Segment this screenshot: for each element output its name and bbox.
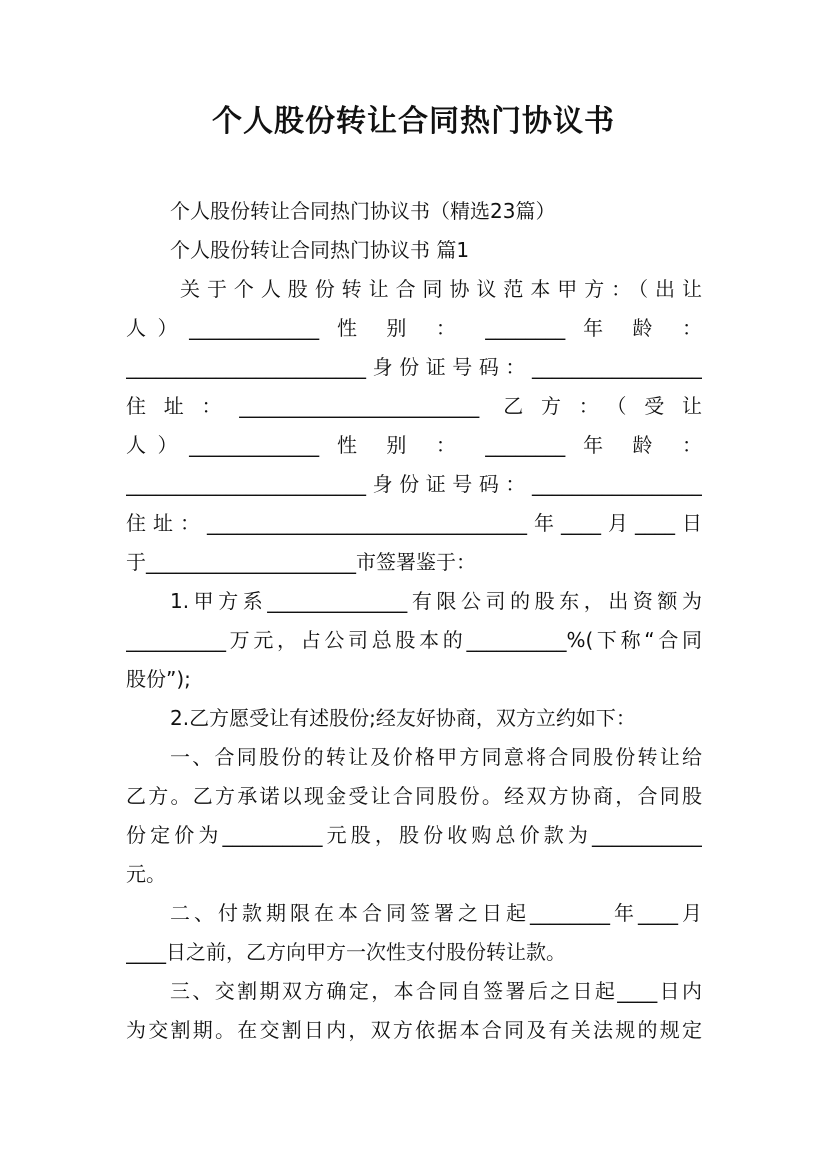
document-title: 个人股份转让合同热门协议书 — [212, 104, 615, 139]
text-line: __________万元，占公司总股本的__________%(下称“合同 — [126, 628, 702, 652]
text-line: 关于个人股份转让合同协议范本甲方：（出让 — [180, 277, 702, 301]
text-line: ________________________身份证号码：_________________ — [126, 355, 702, 379]
text-line: 住址：________________________________年____月____日 — [126, 511, 702, 535]
text-line: 人）_____________ 性 别 ： ________ 年 龄 ： — [126, 433, 702, 457]
text-line: 住址：________________________ 乙方：（受让 — [126, 394, 702, 418]
text-line: 于_____________________市签署鉴于： — [126, 550, 476, 574]
text-line: 为交割期。在交割日内，双方依据本合同及有关法规的规定 — [126, 1018, 702, 1042]
section-heading: 个人股份转让合同热门协议书 篇1 — [170, 238, 470, 262]
text-line: ____日之前，乙方向甲方一次性支付股份转让款。 — [126, 940, 566, 964]
text-line: 1.甲方系______________有限公司的股东，出资额为 — [170, 589, 702, 613]
text-line: 元。 — [126, 862, 166, 886]
text-line: 股份”); — [126, 667, 191, 691]
text-line: 人）_____________ 性 别 ： ________ 年 龄 ： — [126, 316, 702, 340]
text-line: 二、付款期限在本合同签署之日起________年____月 — [170, 901, 702, 925]
text-line: 一、合同股份的转让及价格甲方同意将合同股份转让给 — [170, 745, 702, 769]
text-line: 乙方。乙方承诺以现金受让合同股份。经双方协商，合同股 — [126, 784, 702, 808]
text-line: 份定价为__________元股，股份收购总价款为___________ — [126, 823, 702, 847]
text-line: 三、交割期双方确定，本合同自签署后之日起____日内 — [170, 979, 702, 1003]
text-line: 2.乙方愿受让有述股份;经友好协商，双方立约如下： — [170, 706, 636, 730]
text-line: ________________________身份证号码：_________________ — [126, 472, 702, 496]
subtitle-line: 个人股份转让合同热门协议书（精选23篇） — [170, 199, 556, 223]
